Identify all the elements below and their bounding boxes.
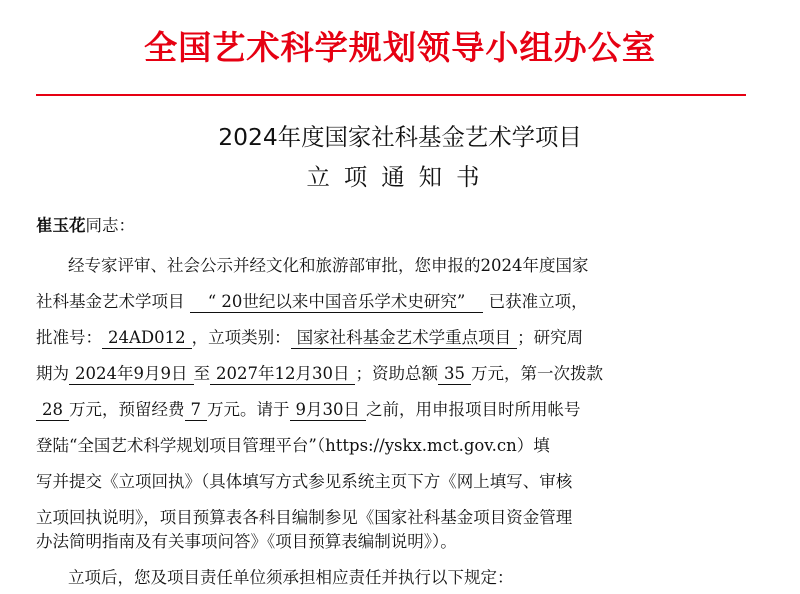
first-payment-field: 28 [36,400,69,421]
text-segment: 之前，用申报项目时所用帐号 [366,400,581,419]
reserved-funding-field: 7 [185,400,208,421]
document-title: 2024年度国家社科基金艺术学项目 [218,123,582,151]
project-title-field: “ 20世纪以来中国音乐学术史研究” [190,292,484,313]
category-field: 国家社科基金艺术学重点项目 [291,328,518,349]
paragraph-1-line-8: 立项回执说明》，项目预算表各科目编制参见《国家社科基金项目资金管理 [36,508,573,527]
total-funding-field: 35 [438,364,471,385]
text-segment: ，立项类别： [191,328,291,347]
end-date-field: 2027年12月30日 [210,364,355,385]
text-segment: 期为 [36,364,69,383]
deadline-field: 9月30日 [290,400,367,421]
paragraph-1-line-3 [36,326,583,350]
text-segment: 社科基金艺术学项目 [36,292,185,311]
issuer-name: 全国艺术科学规划领导小组办公室 [143,28,657,67]
text-segment: 批准号： [36,328,102,347]
paragraph-1-line-7: 写并提交《立项回执》（具体填写方式参见系统主页下方《网上填写、审核 [36,472,573,491]
recipient-name: 崔玉花 [36,216,86,235]
red-header-rule [36,94,746,96]
paragraph-1-line-1: 经专家评审、社会公示并经文化和旅游部审批，您申报的2024年度国家 [68,256,589,275]
recipient-suffix: 同志： [85,216,135,235]
paragraph-1-line-6: 登陆“全国艺术科学规划项目管理平台”（https://yskx.mct.gov.cn）填 [36,436,550,455]
paragraph-1-line-5 [36,398,581,422]
paragraph-1-line-9: 办法简明指南及有关事项问答》《项目预算表编制说明》）。 [36,532,457,551]
text-segment: ；资助总额 [355,364,438,383]
text-segment: 万元，预留经费 [69,400,185,419]
text-segment: ；研究周 [517,328,584,347]
text-segment: 已获准立项， [488,292,588,311]
text-segment: 万元。请于 [207,400,290,419]
paragraph-2: 立项后，您及项目责任单位须承担相应责任并执行以下规定： [68,568,514,587]
approval-number-field: 24AD012 [102,328,192,349]
paragraph-1-line-4 [36,362,603,386]
paragraph-1-line-2 [36,290,588,314]
document-subtitle: 立项通知书 [306,163,494,191]
text-segment: 至 [193,364,210,383]
text-segment: 万元，第一次拨款 [470,364,603,383]
salutation [36,214,135,238]
start-date-field: 2024年9月9日 [69,364,194,385]
